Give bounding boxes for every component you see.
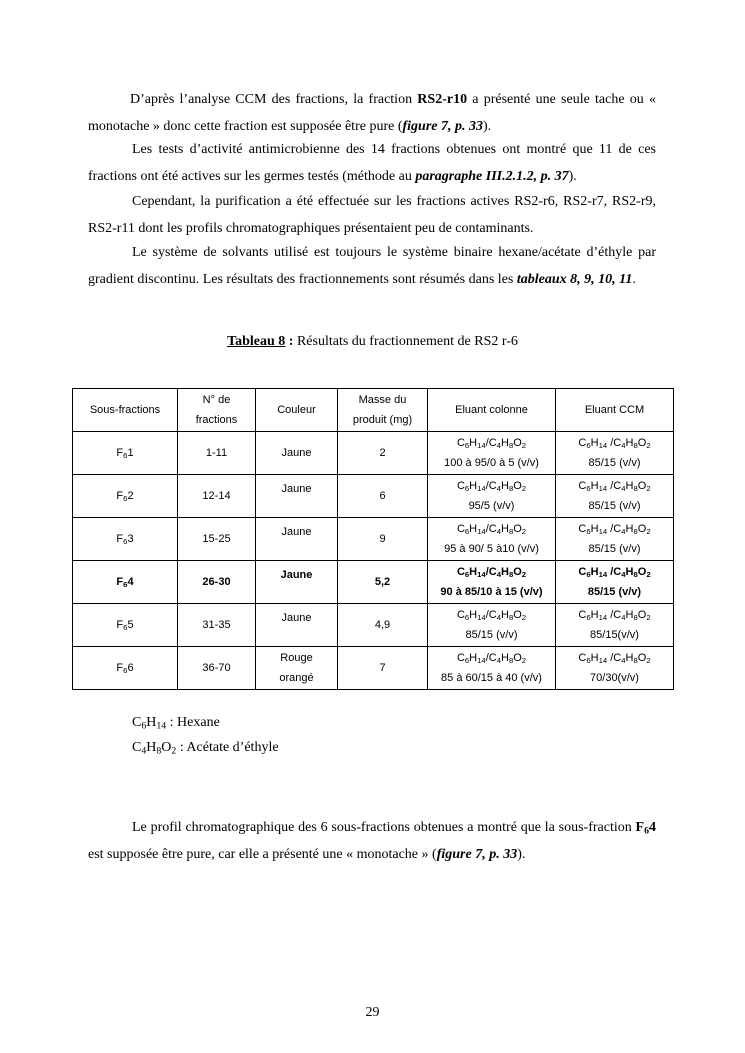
results-table xyxy=(72,388,674,690)
cell-eluant-ccm: $C_6H_{14}$ $/C_4H_8O_2$ 85/15 (v/v) xyxy=(556,432,674,475)
table-row xyxy=(73,475,674,518)
header-sous-fractions: Sous-fractions xyxy=(73,389,178,432)
figure-reference: figure 7, p. 33 xyxy=(436,846,518,862)
cell-fractions: 36-70 xyxy=(178,647,256,690)
cell-fractions: 31-35 xyxy=(178,604,256,647)
cell-fractions: 15-25 xyxy=(178,518,256,561)
paragraph-4: Le système de solvants utilisé est toujours le système binaire hexane/acétate d’éthyle par gradient discontinu. Les résultats des fractionnements sont résumés dans les tableaux 8, 9, 10, 11. xyxy=(88,245,656,287)
cell-eluant-colonne: $C_6H_{14}/C_4H_8O_2$ 100 à 95/0 à 5 (v/v) xyxy=(428,432,556,475)
cell-couleur: Jaune xyxy=(256,475,338,518)
cell-masse: 9 xyxy=(338,518,428,561)
cell-eluant-colonne: $C_6H_{14}/C_4H_8O_2$ 85/15 (v/v) xyxy=(428,604,556,647)
cell-eluant-ccm: $C_6H_{14}$ $/C_4H_8O_2$ 85/15 (v/v) xyxy=(556,518,674,561)
fraction-code: RS2-r10 xyxy=(417,92,468,107)
cell-masse: 6 xyxy=(338,475,428,518)
cell-eluant-colonne: $C_6H_{14}/C_4H_8O_2$ 95 à 90/ 5 à10 (v/v) xyxy=(428,518,556,561)
table-caption-text: Résultats du fractionnement de RS2 r-6 xyxy=(296,334,518,349)
cell-sous-fraction: $F_64$ xyxy=(73,561,178,604)
cell-eluant-colonne: $C_6H_{14}/C_4H_8O_2$ 90 à 85/10 à 15 (v/v) xyxy=(428,561,556,604)
cell-masse: 7 xyxy=(338,647,428,690)
cell-sous-fraction: $F_62$ xyxy=(73,475,178,518)
tables-reference: tableaux 8, 9, 10, 11 xyxy=(516,271,633,287)
page-number: 29 xyxy=(365,1005,380,1020)
cell-couleur: Jaune xyxy=(256,561,338,604)
cell-eluant-ccm: $C_6H_{14}$ $/C_4H_8O_2$ 85/15 (v/v) xyxy=(556,561,674,604)
figure-reference: figure 7, p. 33 xyxy=(402,118,483,134)
table-row xyxy=(73,647,674,690)
cell-eluant-ccm: $C_6H_{14}$ $/C_4H_8O_2$ 70/30(v/v) xyxy=(556,647,674,690)
cell-fractions: 26-30 xyxy=(178,561,256,604)
cell-sous-fraction: $F_63$ xyxy=(73,518,178,561)
header-eluant-colonne: Eluant colonne xyxy=(428,389,556,432)
header-masse: Masse du produit (mg) xyxy=(338,389,428,432)
cell-eluant-colonne: $C_6H_{14}/C_4H_8O_2$ 95/5 (v/v) xyxy=(428,475,556,518)
cell-eluant-ccm: $C_6H_{14}$ $/C_4H_8O_2$ 85/15(v/v) xyxy=(556,604,674,647)
cell-couleur: Rouge orangé xyxy=(256,647,338,690)
cell-fractions: 12-14 xyxy=(178,475,256,518)
cell-sous-fraction: $F_66$ xyxy=(73,647,178,690)
header-fraction-number: N° de fractions xyxy=(178,389,256,432)
fraction-code: $F_64$ xyxy=(635,820,656,837)
cell-masse: 4,9 xyxy=(338,604,428,647)
paragraph-1: D’après l’analyse CCM des fractions, la fraction RS2-r10 a présenté une seule tache ou « monotache » donc cette fraction est supposée être pure (figure 7, p. 33). xyxy=(88,92,656,134)
table-row xyxy=(73,518,674,561)
table-row xyxy=(73,604,674,647)
paragraph-2: Les tests d’activité antimicrobienne des 14 fractions obtenues ont montré que 11 de ces fractions ont été actives sur les germes testés (méthode au paragraphe III.2.1.2, p. 37). xyxy=(88,142,656,184)
table-row xyxy=(73,432,674,475)
cell-masse: 2 xyxy=(338,432,428,475)
legend-acetate: $C_4H_8O_2$ : Acétate d’éthyle xyxy=(132,740,279,757)
table-row-highlighted xyxy=(73,561,674,604)
cell-masse: 5,2 xyxy=(338,561,428,604)
table-caption: Tableau 8 : Résultats du fractionnement de RS2 r-6 xyxy=(227,334,518,349)
table-caption-label: Tableau 8 xyxy=(227,334,286,349)
cell-eluant-ccm: $C_6H_{14}$ $/C_4H_8O_2$ 85/15 (v/v) xyxy=(556,475,674,518)
cell-couleur: Jaune xyxy=(256,604,338,647)
header-couleur: Couleur xyxy=(256,389,338,432)
header-eluant-ccm: Eluant CCM xyxy=(556,389,674,432)
cell-couleur: Jaune xyxy=(256,432,338,475)
cell-couleur: Jaune xyxy=(256,518,338,561)
cell-sous-fraction: $F_65$ xyxy=(73,604,178,647)
table-header-row xyxy=(73,389,674,432)
cell-eluant-colonne: $C_6H_{14}/C_4H_8O_2$ 85 à 60/15 à 40 (v/v) xyxy=(428,647,556,690)
paragraph-5: Le profil chromatographique des 6 sous-fractions obtenues a montré que la sous-fraction $F_64$ est supposée être pure, car elle a présenté une « monotache » (figure 7, p. 33). xyxy=(88,820,656,862)
paragraph-reference: paragraphe III.2.1.2, p. 37 xyxy=(415,168,569,184)
legend-hexane: $C_6H_{14}$ : Hexane xyxy=(132,715,220,732)
paragraph-3: Cependant, la purification a été effectuée sur les fractions actives RS2-r6, RS2-r7, RS2-r9, RS2-r11 dont les profils chromatographiques présentaient peu de contaminants. xyxy=(88,194,656,236)
cell-sous-fraction: $F_61$ xyxy=(73,432,178,475)
cell-fractions: 1-11 xyxy=(178,432,256,475)
